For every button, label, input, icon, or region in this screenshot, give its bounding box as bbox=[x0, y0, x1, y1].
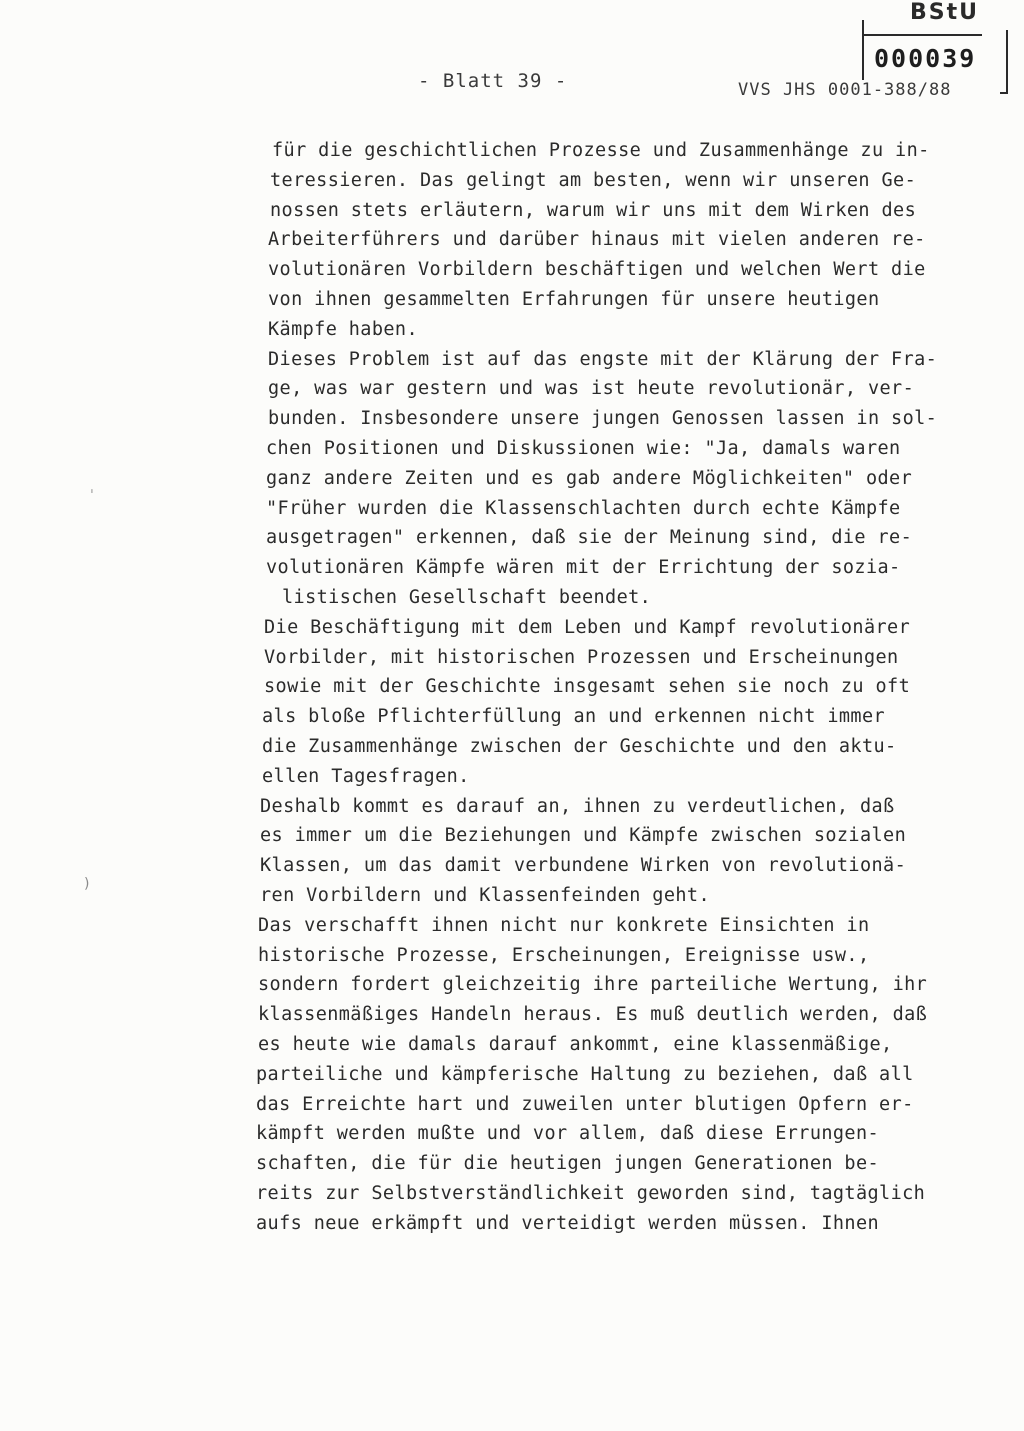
margin-speck: ˈ bbox=[90, 488, 94, 504]
text-line: chen Positionen und Diskussionen wie: "Ja, damals waren bbox=[266, 437, 901, 459]
document-reference: VVS JHS 0001-388/88 bbox=[738, 80, 952, 100]
text-line: von ihnen gesammelten Erfahrungen für unsere heutigen bbox=[268, 288, 880, 310]
stamp-number: 000039 bbox=[874, 44, 977, 73]
sheet-number: - Blatt 39 - bbox=[418, 70, 568, 92]
text-line: das Erreichte hart und zuweilen unter blutigen Opfern er- bbox=[256, 1093, 914, 1115]
text-line: Vorbilder, mit historischen Prozessen und Erscheinungen bbox=[264, 646, 899, 668]
stamp-agency: BStU bbox=[910, 0, 979, 25]
text-line: schaften, die für die heutigen jungen Generationen be- bbox=[256, 1153, 880, 1175]
stamp-bracket bbox=[1000, 30, 1008, 94]
text-line: klassenmäßiges Handeln heraus. Es muß deutlich werden, daß bbox=[258, 1004, 928, 1026]
text-line: Kämpfe haben. bbox=[268, 318, 418, 340]
text-line: als bloße Pflichterfüllung an und erkennen nicht immer bbox=[262, 706, 886, 728]
text-line: für die geschichtlichen Prozesse und Zusammenhänge zu in- bbox=[272, 140, 930, 161]
text-line: historische Prozesse, Erscheinungen, Ereignisse usw., bbox=[258, 944, 870, 966]
text-line: Klassen, um das damit verbundene Wirken von revolutionä- bbox=[260, 855, 907, 877]
text-line: Das verschafft ihnen nicht nur konkrete Einsichten in bbox=[258, 914, 870, 936]
text-line: sondern fordert gleichzeitig ihre parteiliche Wertung, ihr bbox=[258, 974, 928, 996]
text-line: es heute wie damals darauf ankommt, eine klassenmäßige, bbox=[258, 1033, 893, 1055]
text-line: listischen Gesellschaft beendet. bbox=[282, 586, 652, 608]
text-line: volutionären Vorbildern beschäftigen und welchen Wert die bbox=[268, 259, 926, 281]
text-line: Die Beschäftigung mit dem Leben und Kampf revolutionärer bbox=[264, 616, 911, 638]
text-line: "Früher wurden die Klassenschlachten durch echte Kämpfe bbox=[266, 497, 901, 519]
text-line: ge, was war gestern und was ist heute revolutionär, ver- bbox=[268, 378, 915, 400]
text-line: aufs neue erkämpft und verteidigt werden müssen. Ihnen bbox=[256, 1212, 880, 1234]
text-line: Arbeiterführers und darüber hinaus mit vielen anderen re- bbox=[268, 229, 926, 251]
text-line: volutionären Kämpfe wären mit der Errichtung der sozia- bbox=[266, 557, 901, 579]
text-line: parteiliche und kämpferische Haltung zu beziehen, daß all bbox=[256, 1063, 914, 1085]
text-line: ellen Tagesfragen. bbox=[262, 765, 470, 787]
body-text bbox=[256, 136, 996, 1238]
text-line: kämpft werden mußte und vor allem, daß diese Errungen- bbox=[256, 1123, 880, 1145]
text-line: bunden. Insbesondere unsere jungen Genossen lassen in sol- bbox=[268, 408, 938, 430]
text-line: ganz andere Zeiten und es gab andere Möglichkeiten" oder bbox=[266, 467, 913, 489]
text-line: es immer um die Beziehungen und Kämpfe zwischen sozialen bbox=[260, 825, 907, 847]
text-line: teressieren. Das gelingt am besten, wenn wir unseren Ge- bbox=[270, 169, 917, 191]
text-line: reits zur Selbstverständlichkeit geworden sind, tagtäglich bbox=[256, 1182, 926, 1204]
text-line: die Zusammenhänge zwischen der Geschichte und den aktu- bbox=[262, 735, 897, 757]
text-line: Dieses Problem ist auf das engste mit der Klärung der Fra- bbox=[268, 348, 938, 370]
text-line: sowie mit der Geschichte insgesamt sehen sie noch zu oft bbox=[264, 676, 911, 698]
text-line: nossen stets erläutern, warum wir uns mit dem Wirken des bbox=[270, 199, 917, 221]
text-line: ren Vorbildern und Klassenfeinden geht. bbox=[260, 884, 710, 906]
margin-speck: ) bbox=[84, 876, 90, 892]
text-line: ausgetragen" erkennen, daß sie der Meinung sind, die re- bbox=[266, 527, 913, 549]
stamp-rule-horizontal bbox=[862, 34, 982, 36]
text-line: Deshalb kommt es darauf an, ihnen zu verdeutlichen, daß bbox=[260, 795, 895, 817]
stamp-rule-vertical bbox=[862, 20, 864, 80]
